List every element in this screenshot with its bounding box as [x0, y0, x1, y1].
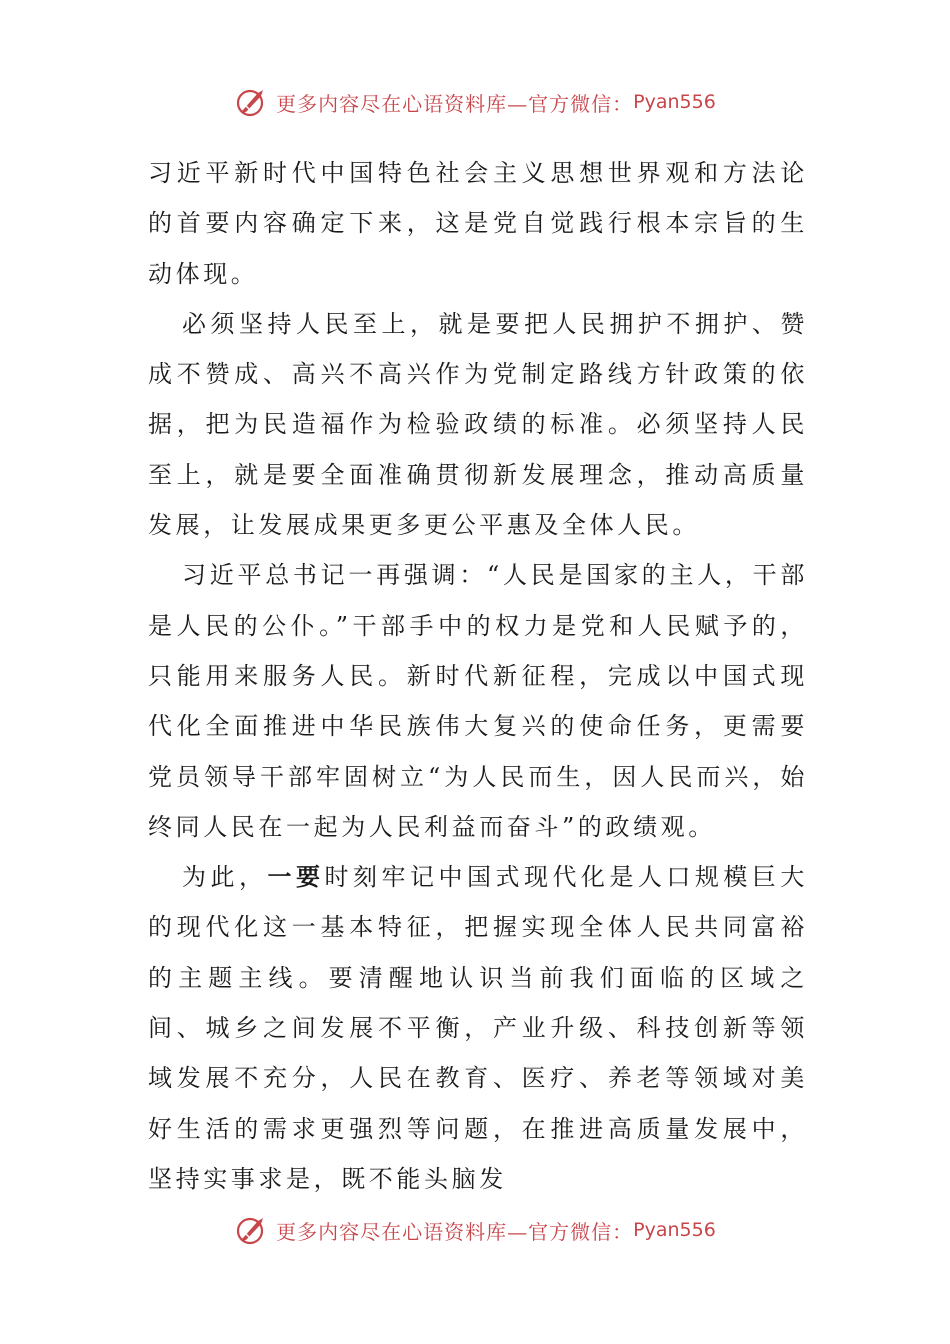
paragraph-3: 习近平总书记一再强调：“人民是国家的主人，干部是人民的公仆。”干部手中的权力是党和人民赋予的，只能用来服务人民。新时代新征程，完成以中国式现代化全面推进中华民族伟大复兴的使命任务，更需要党员领导干部牢固树立“为人民而生，因人民而兴，始终同人民在一起为人民利益而奋斗”的政绩观。	[148, 561, 808, 841]
paragraph-2: 必须坚持人民至上，就是要把人民拥护不拥护、赞成不赞成、高兴不高兴作为党制定路线方针政策的依据，把为民造福作为检验政绩的标准。必须坚持人民至上，就是要全面准确贯彻新发展理念，推动高质量发展，让发展成果更多更公平惠及全体人民。	[148, 309, 808, 540]
pen-nib-circle-icon	[234, 1212, 270, 1248]
pen-nib-circle-icon	[234, 84, 270, 120]
paragraph-1: 习近平新时代中国特色社会主义思想世界观和方法论的首要内容确定下来，这是党自觉践行根本宗旨的生动体现。	[148, 159, 808, 288]
paragraph-4-text: 时刻牢记中国式现代化是人口规模巨大的现代化这一基本特征，把握实现全体人民共同富裕的主题主线。要清醒地认识当前我们面临的区域之间、城乡之间发展不平衡，产业升级、科技创新等领域发展不充分，人民在教育、医疗、养老等领域对美好生活的需求更强烈等问题，在推进高质量发展中，坚持实事求是，既不能头脑发	[148, 863, 808, 1193]
header-watermark	[0, 82, 950, 122]
watermark-text: 更多内容尽在心语资料库—官方微信：	[276, 1219, 634, 1244]
paragraph-4	[148, 852, 808, 1204]
paragraph-4-emphasis: 一要	[267, 862, 325, 892]
watermark-wechat-id: Pyan556	[633, 91, 716, 113]
document-body	[148, 148, 808, 1204]
paragraph-4-prefix: 为此，	[182, 863, 268, 892]
footer-watermark	[0, 1210, 950, 1250]
watermark-text: 更多内容尽在心语资料库—官方微信：	[276, 91, 634, 116]
watermark-wechat-id: Pyan556	[633, 1219, 716, 1241]
